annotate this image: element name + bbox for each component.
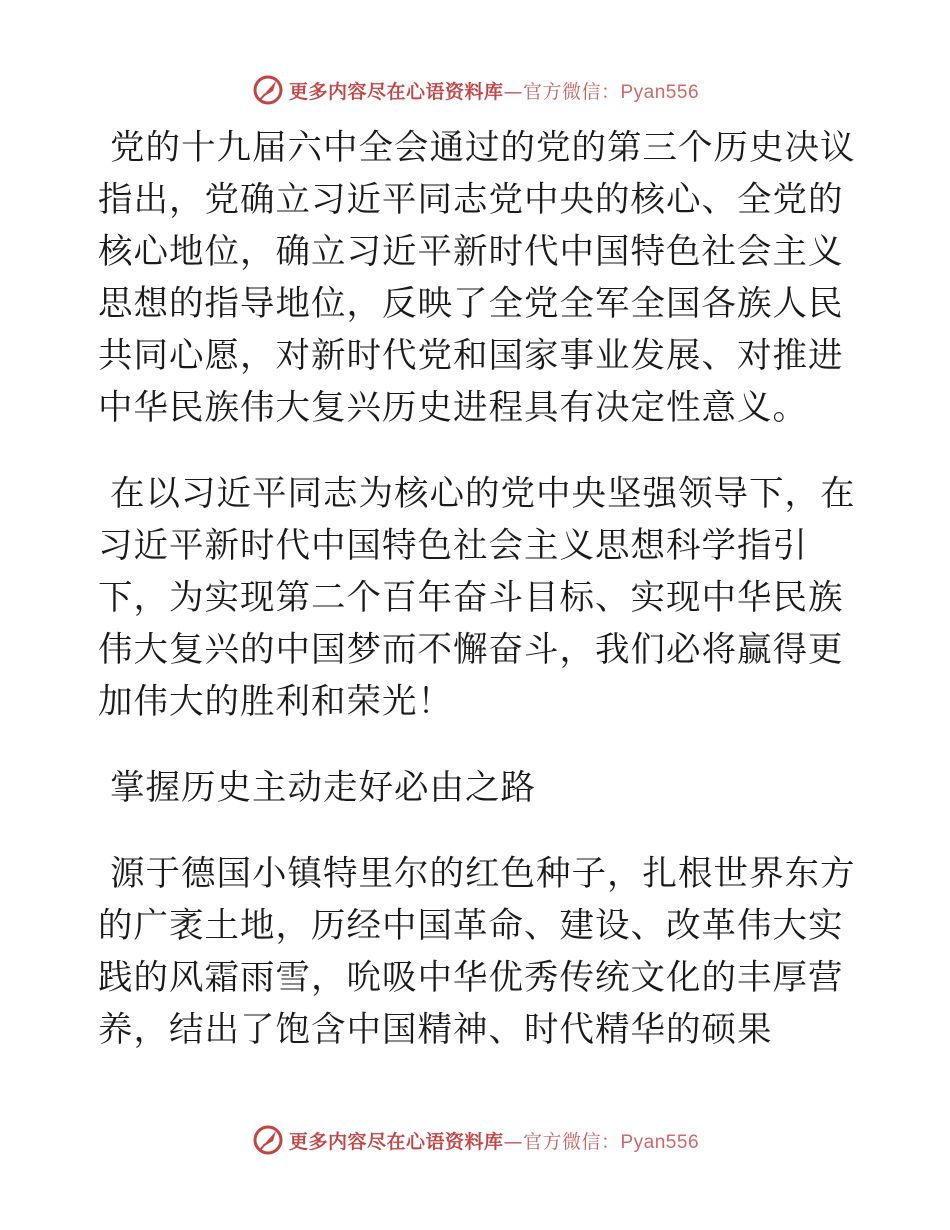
quill-logo-icon xyxy=(251,73,285,107)
watermark-dash: — xyxy=(503,1130,523,1153)
watermark-text xyxy=(289,1127,699,1154)
watermark-lead: 更多内容尽在心语资料库 xyxy=(288,80,504,103)
document-body xyxy=(98,122,858,1090)
watermark-lead: 更多内容尽在心语资料库 xyxy=(288,1130,504,1153)
watermark-wechat-id: Pyan556 xyxy=(620,81,700,103)
paragraph-3: 源于德国小镇特里尔的红色种子，扎根世界东方的广袤土地，历经中国革命、建设、改革伟大实践的风霜雨雪，吮吸中华优秀传统文化的丰厚营养，结出了饱含中国精神、时代精华的硕果 xyxy=(98,854,856,1050)
watermark-text xyxy=(289,77,699,104)
paragraph-1: 党的十九届六中全会通过的党的第三个历史决议指出，党确立习近平同志党中央的核心、全党的核心地位，确立习近平新时代中国特色社会主义思想的指导地位，反映了全党全军全国各族人民共同心愿，对新时代党和国家事业发展、对推进中华民族伟大复兴历史进程具有决定性意义。 xyxy=(98,128,856,428)
paragraph-2: 在以习近平同志为核心的党中央坚强领导下，在习近平新时代中国特色社会主义思想科学指引下，为实现第二个百年奋斗目标、实现中华民族伟大复兴的中国梦而不懈奋斗，我们必将赢得更加伟大的胜利和荣光！ xyxy=(98,474,856,722)
section-heading: 掌握历史主动走好必由之路 xyxy=(110,768,536,808)
watermark-wechat-label: 官方微信： xyxy=(522,1130,621,1153)
watermark-wechat-label: 官方微信： xyxy=(522,80,621,103)
watermark-dash: — xyxy=(503,80,523,103)
quill-logo-icon xyxy=(251,1123,285,1157)
watermark-wechat-id: Pyan556 xyxy=(620,1131,700,1153)
header-watermark-banner xyxy=(0,70,950,110)
footer-watermark-banner xyxy=(0,1120,950,1160)
